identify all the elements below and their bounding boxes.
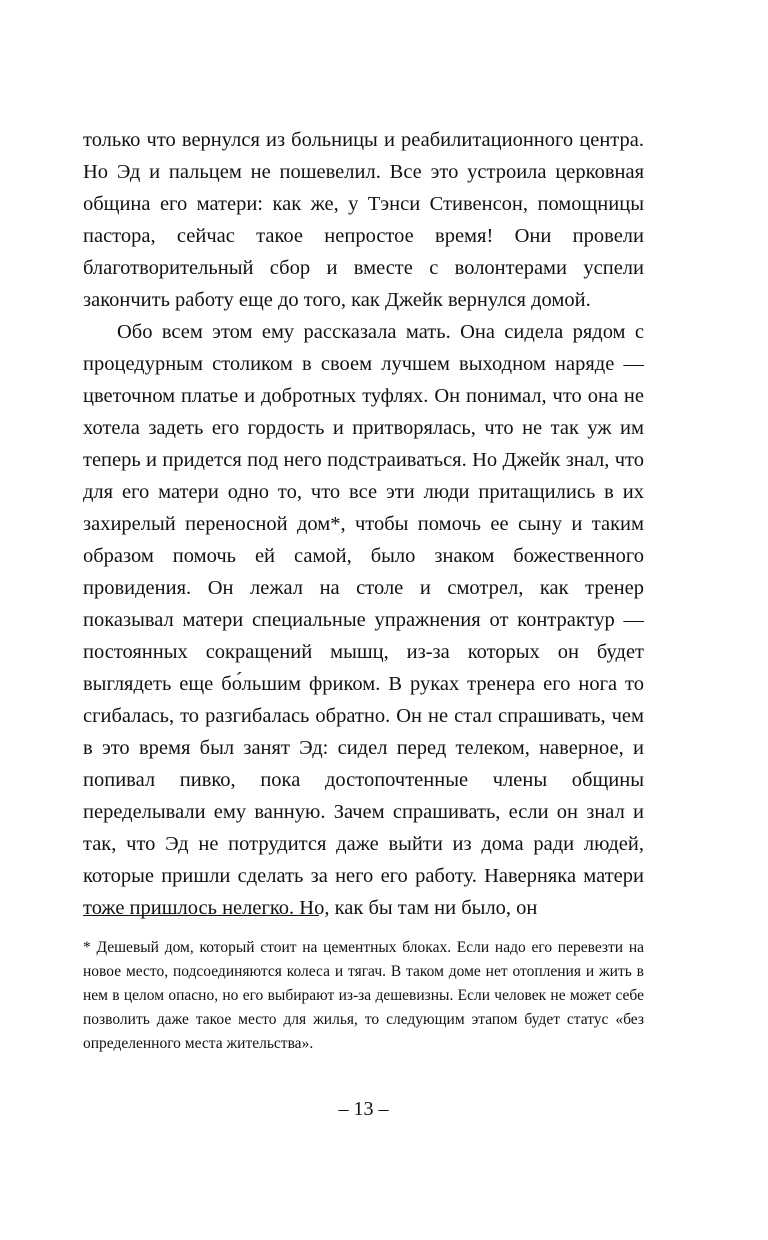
page-number: – 13 –: [338, 1098, 389, 1120]
main-text: [83, 124, 644, 924]
footnote-text: * Дешевый дом, который стоит на цементных блоках. Если надо его перевезти на новое место, подсоединяются колеса и тягач. В таком доме нет отопления и жить в нем в целом опасно, но его выбирают из-за дешевизны. Если человек не может себе позволить даже такое место для жилья, то следующим этапом будет статус «без определенного места жительства».: [83, 939, 644, 1052]
paragraph: Обо всем этом ему рассказала мать. Она сидела рядом с процедурным столиком в своем лучшем выходном наряде — цветочном платье и добротных туфлях. Он понимал, что она не хотела задеть его гордость и притворялась, что не так уж им теперь и придется под него подстраиваться. Но Джейк знал, что для его матери одно то, что все эти люди притащились в их захирелый переносной дом*, чтобы помочь ее сыну и таким образом помочь ей самой, было знаком божественного провидения. Он лежал на столе и смотрел, как тренер показывал матери специальные упражнения от контрактур — постоянных сокращений мышц, из-за которых он будет выглядеть еще бо́льшим фриком. В руках тренера его нога то сгибалась, то разгибалась обратно. Он не стал спрашивать, чем в это время был занят Эд: сидел перед телеком, наверное, и попивал пивко, пока достопочтенные члены общины переделывали ему ванную. Зачем спрашивать, если он знал и так, что Эд не потрудится даже выйти из дома ради людей, которые пришли сделать за него его работу. Наверняка матери тоже пришлось нелегко. Но, как бы там ни было, он: [83, 321, 644, 919]
paragraph-continued: только что вернулся из больницы и реабилитационного центра. Но Эд и пальцем не пошевелил. Все это устроила церковная община его матери: как же, у Тэнси Стивенсон, помощницы пастора, сейчас такое непростое время! Они провели благотворительный сбор и вместе с волонтерами успели закончить работу еще до того, как Джейк вернулся домой.: [83, 129, 644, 311]
footnote-divider: [83, 915, 319, 916]
footnote: [83, 936, 644, 1056]
book-page: [83, 0, 644, 1240]
